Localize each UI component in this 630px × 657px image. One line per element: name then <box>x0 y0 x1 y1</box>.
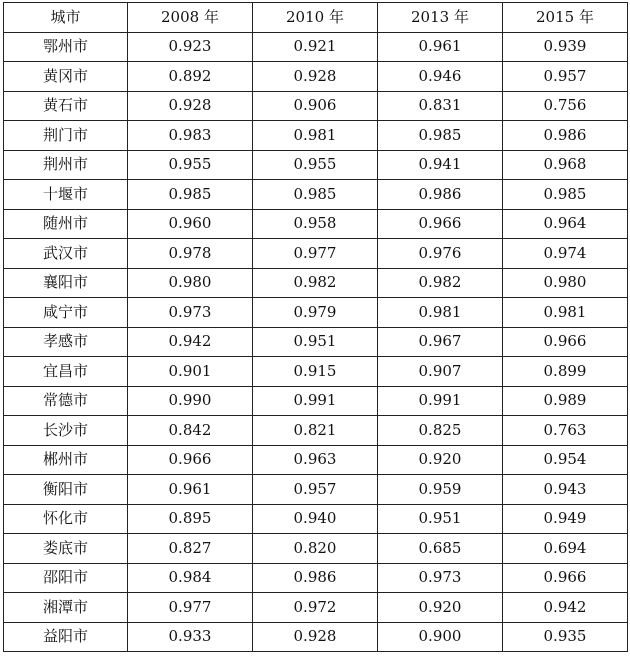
cell-value-2013: 0.961 <box>378 32 503 62</box>
table-row <box>4 180 628 210</box>
cell-value-2013: 0.973 <box>378 563 503 593</box>
cell-value-2013: 0.991 <box>378 386 503 416</box>
cell-city: 怀化市 <box>4 504 128 534</box>
cell-value-2013: 0.976 <box>378 239 503 269</box>
table-row <box>4 32 628 62</box>
cell-value-2013: 0.981 <box>378 298 503 328</box>
cell-city: 荆州市 <box>4 150 128 180</box>
cell-value-2008: 0.923 <box>128 32 253 62</box>
header-2015: 2015 年 <box>503 3 628 33</box>
cell-value-2015: 0.981 <box>503 298 628 328</box>
table-row <box>4 62 628 92</box>
cell-value-2013: 0.831 <box>378 91 503 121</box>
cell-value-2008: 0.827 <box>128 534 253 564</box>
cell-value-2010: 0.951 <box>253 327 378 357</box>
cell-value-2013: 0.959 <box>378 475 503 505</box>
cell-city: 黄冈市 <box>4 62 128 92</box>
cell-value-2013: 0.685 <box>378 534 503 564</box>
table-row <box>4 121 628 151</box>
table-row <box>4 239 628 269</box>
cell-value-2008: 0.984 <box>128 563 253 593</box>
cell-value-2013: 0.946 <box>378 62 503 92</box>
header-city: 城市 <box>4 3 128 33</box>
table-row <box>4 209 628 239</box>
cell-city: 邵阳市 <box>4 563 128 593</box>
cell-value-2013: 0.986 <box>378 180 503 210</box>
table-row <box>4 386 628 416</box>
header-2008: 2008 年 <box>128 3 253 33</box>
table-row <box>4 416 628 446</box>
cell-value-2008: 0.955 <box>128 150 253 180</box>
table-row <box>4 357 628 387</box>
data-table-container <box>3 2 627 652</box>
cell-value-2010: 0.915 <box>253 357 378 387</box>
cell-value-2008: 0.961 <box>128 475 253 505</box>
table-row <box>4 475 628 505</box>
cell-city: 武汉市 <box>4 239 128 269</box>
cell-value-2008: 0.960 <box>128 209 253 239</box>
table-row <box>4 445 628 475</box>
cell-value-2010: 0.963 <box>253 445 378 475</box>
cell-city: 荆门市 <box>4 121 128 151</box>
cell-value-2015: 0.966 <box>503 563 628 593</box>
city-index-table <box>3 2 628 652</box>
cell-value-2010: 0.972 <box>253 593 378 623</box>
cell-city: 十堰市 <box>4 180 128 210</box>
cell-value-2010: 0.955 <box>253 150 378 180</box>
table-row <box>4 150 628 180</box>
cell-value-2010: 0.991 <box>253 386 378 416</box>
cell-value-2015: 0.954 <box>503 445 628 475</box>
cell-value-2008: 0.966 <box>128 445 253 475</box>
table-row <box>4 563 628 593</box>
cell-value-2015: 0.968 <box>503 150 628 180</box>
cell-city: 宜昌市 <box>4 357 128 387</box>
table-header <box>4 3 628 33</box>
cell-city: 长沙市 <box>4 416 128 446</box>
cell-value-2015: 0.899 <box>503 357 628 387</box>
cell-value-2008: 0.980 <box>128 268 253 298</box>
header-row <box>4 3 628 33</box>
cell-value-2008: 0.985 <box>128 180 253 210</box>
cell-value-2010: 0.986 <box>253 563 378 593</box>
cell-value-2013: 0.920 <box>378 445 503 475</box>
cell-value-2013: 0.966 <box>378 209 503 239</box>
cell-value-2010: 0.957 <box>253 475 378 505</box>
cell-value-2008: 0.892 <box>128 62 253 92</box>
header-2010: 2010 年 <box>253 3 378 33</box>
cell-value-2008: 0.933 <box>128 622 253 652</box>
cell-value-2008: 0.978 <box>128 239 253 269</box>
cell-value-2008: 0.990 <box>128 386 253 416</box>
cell-value-2013: 0.907 <box>378 357 503 387</box>
cell-value-2013: 0.951 <box>378 504 503 534</box>
cell-value-2013: 0.941 <box>378 150 503 180</box>
cell-city: 黄石市 <box>4 91 128 121</box>
table-body <box>4 32 628 652</box>
cell-value-2010: 0.982 <box>253 268 378 298</box>
cell-value-2015: 0.942 <box>503 593 628 623</box>
cell-value-2010: 0.906 <box>253 91 378 121</box>
cell-value-2015: 0.935 <box>503 622 628 652</box>
cell-city: 随州市 <box>4 209 128 239</box>
cell-value-2015: 0.943 <box>503 475 628 505</box>
cell-city: 郴州市 <box>4 445 128 475</box>
cell-value-2015: 0.966 <box>503 327 628 357</box>
cell-value-2015: 0.980 <box>503 268 628 298</box>
cell-value-2010: 0.921 <box>253 32 378 62</box>
table-row <box>4 298 628 328</box>
cell-value-2008: 0.977 <box>128 593 253 623</box>
cell-value-2015: 0.986 <box>503 121 628 151</box>
table-row <box>4 622 628 652</box>
cell-value-2013: 0.967 <box>378 327 503 357</box>
cell-value-2010: 0.979 <box>253 298 378 328</box>
cell-city: 孝感市 <box>4 327 128 357</box>
cell-value-2013: 0.982 <box>378 268 503 298</box>
cell-value-2008: 0.983 <box>128 121 253 151</box>
cell-city: 襄阳市 <box>4 268 128 298</box>
cell-value-2013: 0.825 <box>378 416 503 446</box>
table-row <box>4 593 628 623</box>
cell-value-2010: 0.820 <box>253 534 378 564</box>
cell-value-2015: 0.694 <box>503 534 628 564</box>
cell-value-2008: 0.928 <box>128 91 253 121</box>
cell-city: 娄底市 <box>4 534 128 564</box>
cell-value-2015: 0.989 <box>503 386 628 416</box>
cell-value-2015: 0.974 <box>503 239 628 269</box>
cell-value-2008: 0.842 <box>128 416 253 446</box>
cell-city: 衡阳市 <box>4 475 128 505</box>
cell-value-2010: 0.981 <box>253 121 378 151</box>
table-row <box>4 327 628 357</box>
cell-value-2015: 0.763 <box>503 416 628 446</box>
cell-value-2008: 0.942 <box>128 327 253 357</box>
cell-value-2010: 0.977 <box>253 239 378 269</box>
cell-value-2015: 0.939 <box>503 32 628 62</box>
cell-city: 湘潭市 <box>4 593 128 623</box>
cell-value-2010: 0.985 <box>253 180 378 210</box>
cell-value-2008: 0.901 <box>128 357 253 387</box>
cell-value-2015: 0.957 <box>503 62 628 92</box>
cell-value-2013: 0.985 <box>378 121 503 151</box>
cell-value-2010: 0.928 <box>253 622 378 652</box>
cell-value-2015: 0.756 <box>503 91 628 121</box>
cell-value-2010: 0.928 <box>253 62 378 92</box>
header-2013: 2013 年 <box>378 3 503 33</box>
cell-value-2013: 0.920 <box>378 593 503 623</box>
cell-value-2015: 0.964 <box>503 209 628 239</box>
cell-city: 益阳市 <box>4 622 128 652</box>
cell-city: 鄂州市 <box>4 32 128 62</box>
cell-city: 常德市 <box>4 386 128 416</box>
cell-value-2010: 0.821 <box>253 416 378 446</box>
cell-value-2008: 0.895 <box>128 504 253 534</box>
table-row <box>4 268 628 298</box>
cell-value-2015: 0.949 <box>503 504 628 534</box>
table-row <box>4 91 628 121</box>
cell-value-2010: 0.940 <box>253 504 378 534</box>
table-row <box>4 534 628 564</box>
cell-city: 咸宁市 <box>4 298 128 328</box>
cell-value-2010: 0.958 <box>253 209 378 239</box>
cell-value-2008: 0.973 <box>128 298 253 328</box>
cell-value-2013: 0.900 <box>378 622 503 652</box>
table-row <box>4 504 628 534</box>
cell-value-2015: 0.985 <box>503 180 628 210</box>
